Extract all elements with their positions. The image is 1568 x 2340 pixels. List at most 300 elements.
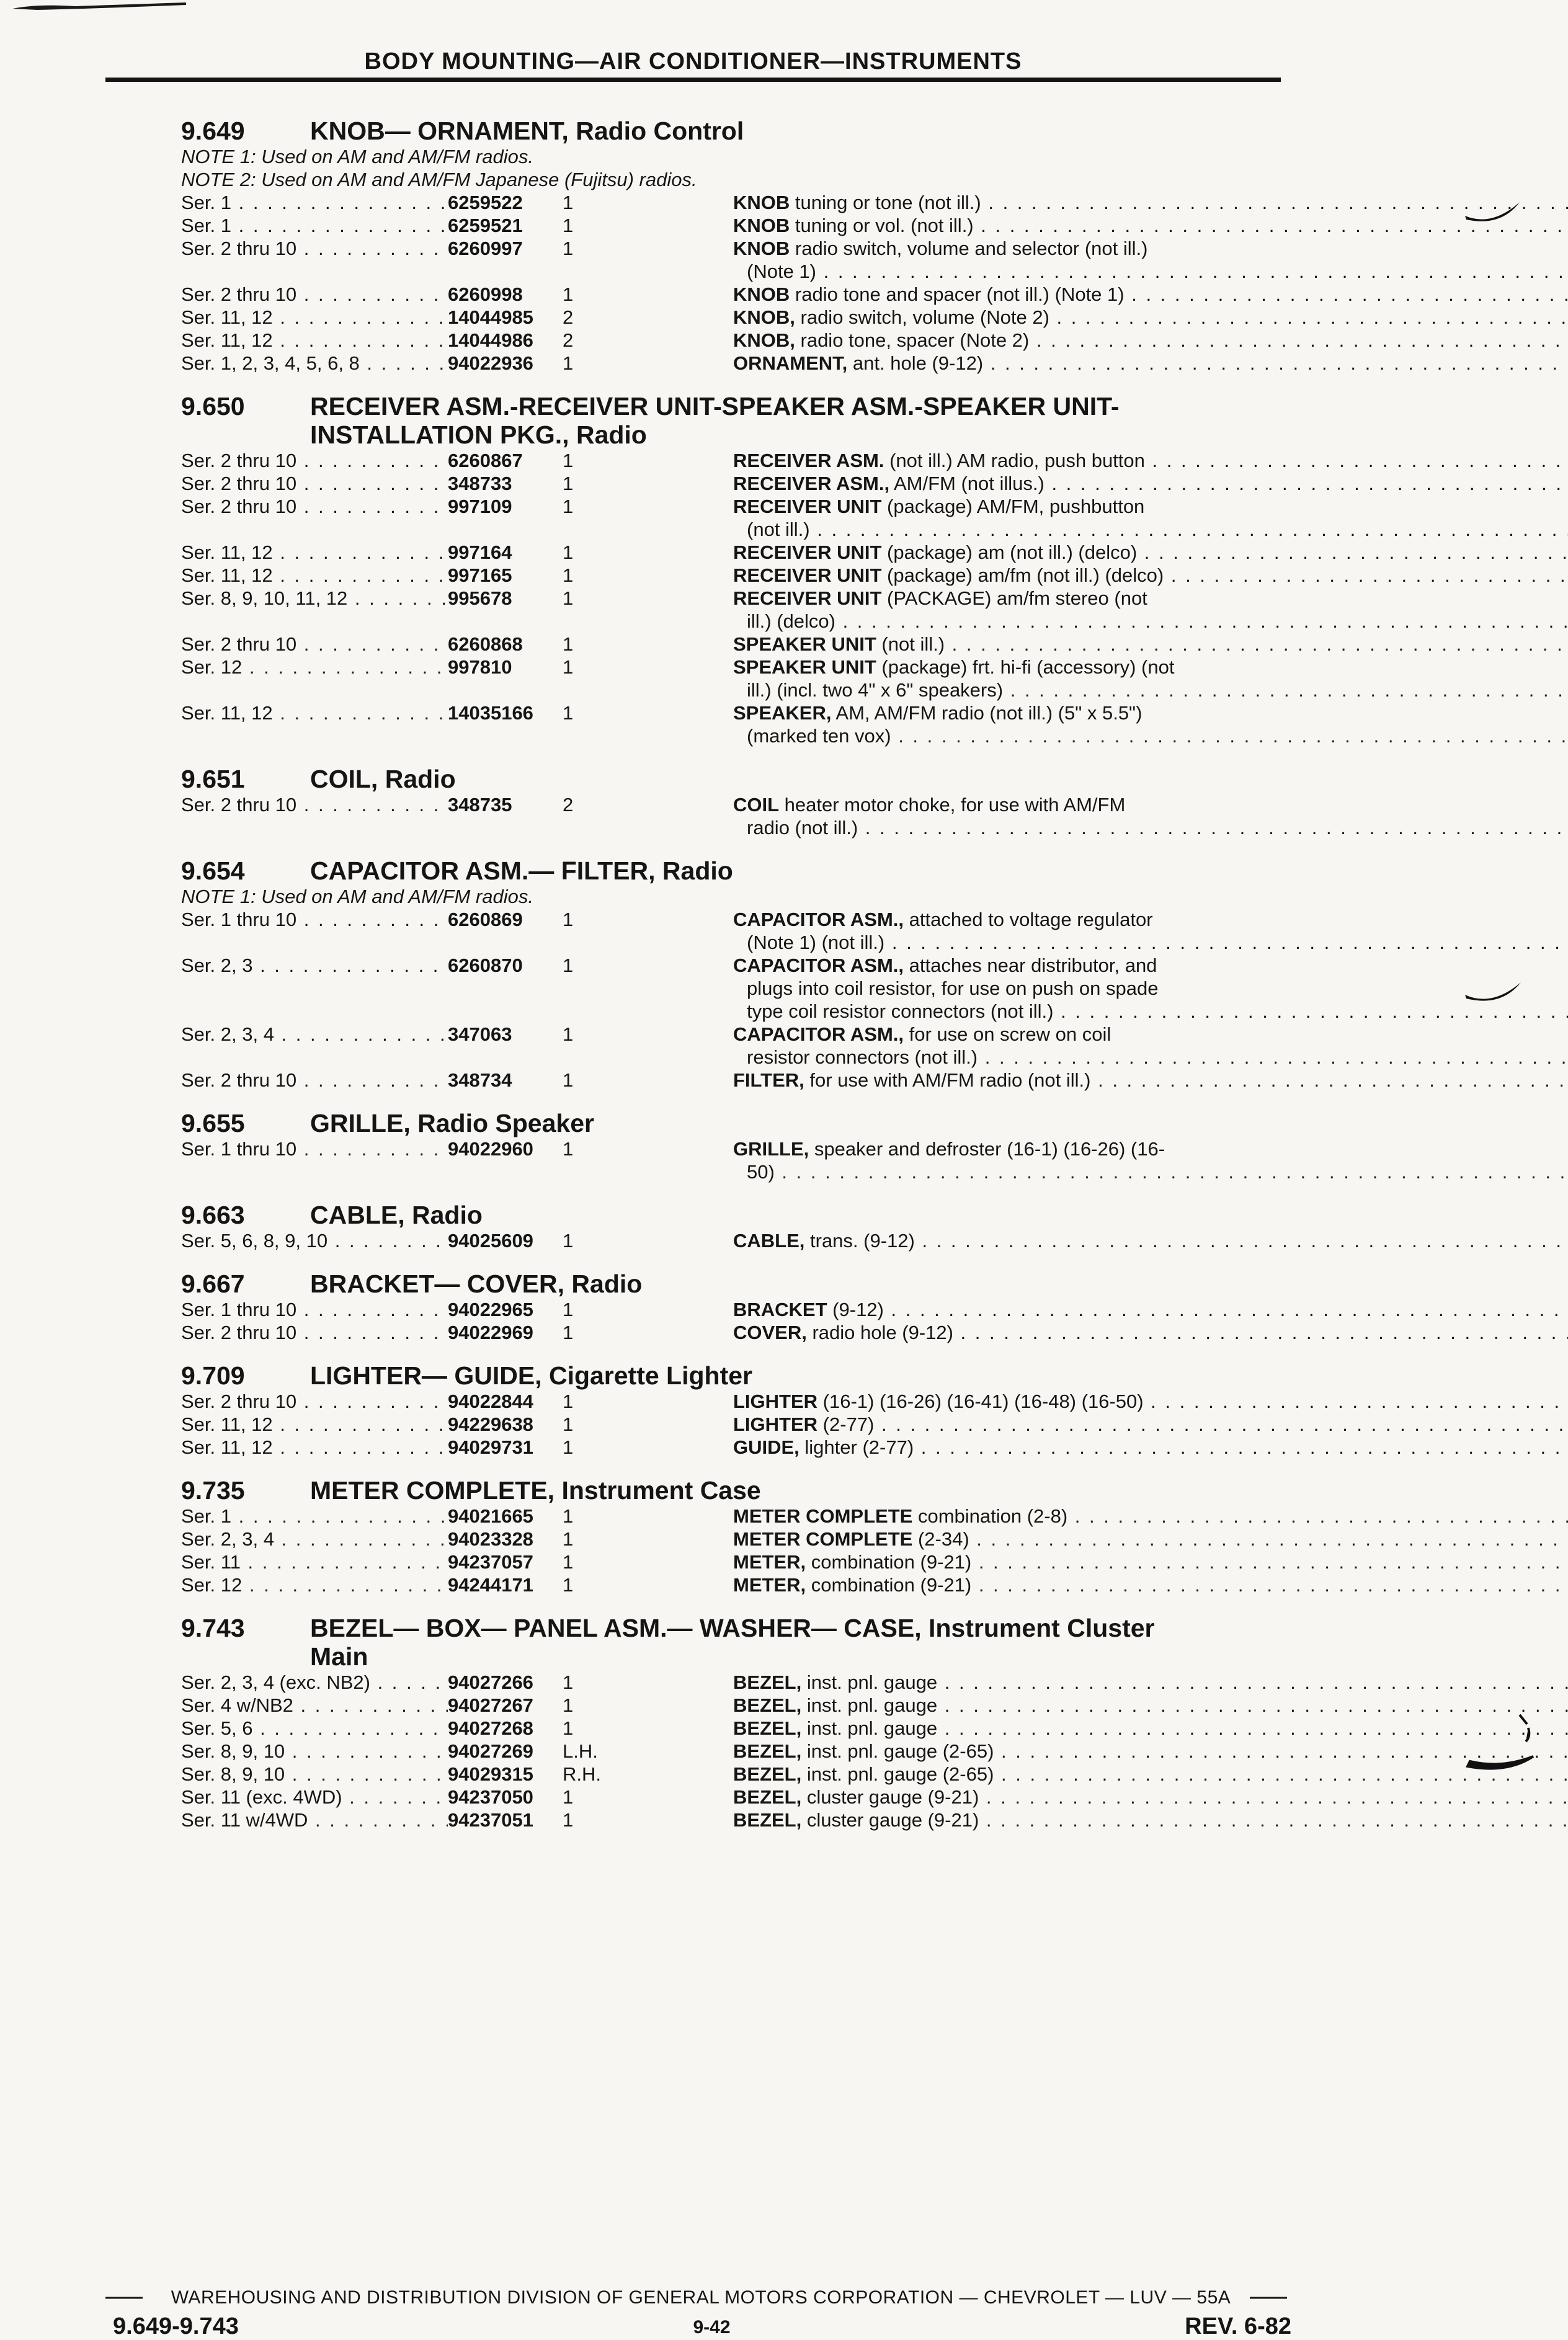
section-title [181, 856, 1279, 885]
description-text: (not ill.) [747, 518, 810, 540]
description-text: (Note 1) [747, 260, 816, 282]
part-number: 14044985 [448, 306, 533, 328]
footer-page-number: 9-42 [693, 2317, 731, 2338]
part-name: COVER, [733, 1322, 807, 1343]
section-name [310, 856, 1279, 885]
part-description [733, 1671, 1568, 1694]
section-gap [181, 1252, 1279, 1262]
part-name: GUIDE, [733, 1436, 800, 1458]
description-line [733, 1298, 1568, 1321]
description-line [733, 816, 1568, 839]
description-text: (PACKAGE) am/fm stereo (not [881, 587, 1147, 609]
part-name: CAPACITOR ASM., [733, 954, 904, 976]
part-number: 94027266 [448, 1671, 533, 1693]
part-number: 997164 [448, 541, 512, 563]
part-description [733, 1390, 1568, 1413]
description-text: radio hole (9-12) [806, 1322, 953, 1343]
part-description [733, 237, 1568, 283]
part-row [181, 306, 1279, 329]
section-name [310, 1614, 1279, 1671]
description-line [733, 306, 1568, 329]
part-number: 94022960 [448, 1138, 533, 1160]
description-text: (2-34) [912, 1528, 969, 1550]
description-line [733, 214, 1568, 237]
description-text: radio tone and spacer (not ill.) (Note 1) [790, 283, 1125, 305]
serial-applicability: Ser. 2 thru 10 . . . [181, 237, 448, 283]
part-name: KNOB [733, 283, 790, 305]
part-name: CAPACITOR ASM., [733, 909, 904, 930]
section-name [310, 1201, 1279, 1229]
section-gap [181, 1092, 1279, 1101]
section-name-text: CABLE, Radio [310, 1201, 483, 1229]
serial-applicability: Ser. 11, 12 . . . [181, 701, 448, 747]
quantity: 1 [563, 1505, 574, 1527]
part-description [733, 191, 1568, 214]
section-note: NOTE 2: Used on AM and AM/FM Japanese (Fujitsu) radios. [181, 169, 697, 190]
part-name: BEZEL, [733, 1740, 802, 1762]
part-row [181, 633, 1279, 656]
part-number: 94027268 [448, 1717, 533, 1739]
description-text: (16-1) (16-26) (16-41) (16-48) (16-50) [817, 1390, 1144, 1412]
description-line [733, 931, 1568, 954]
section-number: 9.649 [181, 117, 245, 145]
part-row [181, 587, 1279, 633]
description-text: radio switch, volume (Note 2) [795, 306, 1049, 328]
serial-applicability: Ser. 2, 3, 4 . . . [181, 1023, 448, 1069]
section-number: 9.667 [181, 1270, 245, 1298]
part-description [733, 1694, 1568, 1717]
part-name: KNOB, [733, 306, 795, 328]
serial-applicability: Ser. 12 . . . [181, 1573, 448, 1596]
part-number: 94237057 [448, 1551, 533, 1573]
serial-applicability: Ser. 2 thru 10 . . . [181, 633, 448, 656]
description-line [733, 1321, 1568, 1344]
quantity: 1 [563, 1069, 574, 1091]
part-number: 94244171 [448, 1574, 533, 1596]
part-name: SPEAKER UNIT [733, 656, 876, 678]
footer-revision: REV. 6-82 [1185, 2313, 1291, 2339]
part-name: COIL [733, 794, 780, 816]
description-text: combination (2-8) [912, 1505, 1068, 1527]
part-row [181, 701, 1279, 747]
part-name: GRILLE, [733, 1138, 809, 1160]
quantity: 1 [563, 564, 574, 586]
section-title [181, 1361, 1279, 1390]
quantity: 1 [563, 587, 574, 609]
quantity: 1 [563, 909, 574, 930]
part-number: 348735 [448, 794, 512, 816]
description-text: (package) am (not ill.) (delco) [881, 541, 1138, 563]
description-line [733, 1786, 1568, 1808]
description-line [733, 1671, 1568, 1694]
description-line [733, 1413, 1568, 1436]
description-line [733, 656, 1568, 678]
part-description [733, 306, 1568, 329]
serial-applicability: Ser. 11, 12 . . . [181, 541, 448, 564]
section-name-text: GRILLE, Radio Speaker [310, 1109, 594, 1137]
part-row [181, 656, 1279, 701]
section-name [310, 117, 1279, 145]
description-line [733, 1694, 1568, 1717]
quantity: 1 [563, 541, 574, 563]
description-line [733, 1000, 1568, 1023]
part-number: 997165 [448, 564, 512, 586]
part-name: METER, [733, 1551, 806, 1573]
part-description [733, 1808, 1568, 1831]
description-text: resistor connectors (not ill.) [747, 1046, 978, 1068]
quantity: 1 [563, 1023, 574, 1045]
description-line [733, 472, 1568, 495]
part-description [733, 1740, 1568, 1763]
description-line [733, 977, 1568, 1000]
serial-applicability: Ser. 1 thru 10 . . . [181, 1298, 448, 1321]
part-description [733, 1550, 1568, 1573]
description-text: radio tone, spacer (Note 2) [795, 329, 1030, 351]
section-title [181, 1476, 1279, 1505]
description-text: combination (9-21) [806, 1551, 972, 1573]
serial-applicability: Ser. 1 thru 10 . . . [181, 908, 448, 954]
description-line [733, 1160, 1568, 1183]
section-title [181, 1201, 1279, 1229]
section-name [310, 1476, 1279, 1505]
part-name: KNOB [733, 215, 790, 236]
part-name: METER COMPLETE [733, 1505, 913, 1527]
part-name: RECEIVER ASM. [733, 450, 884, 471]
serial-applicability: Ser. 1 . . . [181, 214, 448, 237]
quantity: L.H. [563, 1740, 598, 1762]
part-row [181, 1808, 1279, 1831]
part-description [733, 656, 1568, 701]
part-number: 995678 [448, 587, 512, 609]
part-row [181, 1550, 1279, 1573]
part-row [181, 329, 1279, 352]
section-name [310, 1109, 1279, 1137]
part-number: 6260867 [448, 450, 523, 471]
part-description [733, 1786, 1568, 1808]
part-description [733, 1528, 1568, 1550]
section-gap [181, 375, 1279, 385]
part-row [181, 1528, 1279, 1550]
part-description [733, 1436, 1568, 1459]
footer-range: 9.649-9.743 [113, 2313, 239, 2339]
part-description [733, 495, 1568, 541]
part-description [733, 1229, 1568, 1252]
description-text: radio switch, volume and selector (not ill.) [790, 238, 1148, 259]
part-name: KNOB, [733, 329, 795, 351]
section-title [181, 392, 1279, 449]
serial-applicability: Ser. 5, 6 . . . [181, 1717, 448, 1740]
section-gap [181, 747, 1279, 757]
part-number: 6260997 [448, 238, 523, 259]
part-description [733, 1413, 1568, 1436]
part-row [181, 237, 1279, 283]
section-number: 9.651 [181, 765, 245, 793]
description-text: inst. pnl. gauge [801, 1717, 938, 1739]
part-row [181, 283, 1279, 306]
section-number: 9.663 [181, 1201, 245, 1229]
description-line [733, 633, 1568, 656]
description-line [733, 1436, 1568, 1459]
part-row [181, 495, 1279, 541]
serial-applicability: Ser. 2 thru 10 . . . [181, 1069, 448, 1092]
part-row [181, 1786, 1279, 1808]
description-line [733, 191, 1568, 214]
section-note: NOTE 1: Used on AM and AM/FM radios. [181, 146, 533, 167]
part-name: BEZEL, [733, 1786, 802, 1808]
part-row [181, 541, 1279, 564]
part-description [733, 1137, 1568, 1183]
serial-applicability: Ser. 1, 2, 3, 4, 5, 6, 8 . . . [181, 352, 448, 375]
section-gap [181, 1459, 1279, 1469]
serial-applicability: Ser. 2, 3, 4 . . . [181, 1528, 448, 1550]
serial-applicability: Ser. 2, 3 . . . [181, 954, 448, 1023]
section-gap [181, 839, 1279, 849]
description-text: cluster gauge (9-21) [801, 1786, 979, 1808]
serial-applicability: Ser. 2 thru 10 . . . [181, 1321, 448, 1344]
part-number: 94022965 [448, 1299, 533, 1320]
serial-applicability: Ser. 11, 12 . . . [181, 329, 448, 352]
description-text: (9-12) [827, 1299, 884, 1320]
serial-applicability: Ser. 8, 9, 10 . . . [181, 1740, 448, 1763]
serial-applicability: Ser. 2 thru 10 . . . [181, 793, 448, 839]
serial-applicability: Ser. 8, 9, 10 . . . [181, 1763, 448, 1786]
scan-smudge-top-left [0, 0, 248, 25]
part-number: 6260998 [448, 283, 523, 305]
description-text: (not ill.) AM radio, push button [884, 450, 1145, 471]
catalog-section [181, 1109, 1279, 1183]
section-number: 9.655 [181, 1109, 245, 1137]
part-number: 348733 [448, 473, 512, 494]
quantity: 1 [563, 1299, 574, 1320]
quantity: 2 [563, 329, 574, 351]
description-text: 50) [747, 1161, 775, 1183]
description-line [733, 1505, 1568, 1528]
part-name: BEZEL, [733, 1694, 802, 1716]
quantity: 1 [563, 1694, 574, 1716]
part-row [181, 191, 1279, 214]
part-name: FILTER, [733, 1069, 804, 1091]
description-text: ill.) (incl. two 4" x 6" speakers) [747, 679, 1004, 701]
serial-applicability: Ser. 1 . . . [181, 191, 448, 214]
description-line [733, 1023, 1568, 1046]
description-line [733, 1390, 1568, 1413]
part-name: RECEIVER UNIT [733, 496, 882, 517]
quantity: 1 [563, 1717, 574, 1739]
description-line [733, 237, 1568, 260]
catalog-section [181, 1270, 1279, 1344]
description-line [733, 1528, 1568, 1550]
serial-applicability: Ser. 5, 6, 8, 9, 10 . . . [181, 1229, 448, 1252]
part-name: BEZEL, [733, 1809, 802, 1831]
part-name: RECEIVER UNIT [733, 564, 882, 586]
description-line [733, 908, 1568, 931]
part-description [733, 1069, 1568, 1092]
part-description [733, 633, 1568, 656]
description-line [733, 1763, 1568, 1786]
quantity: 1 [563, 192, 574, 213]
part-description [733, 1573, 1568, 1596]
part-number: 94027267 [448, 1694, 533, 1716]
part-description [733, 1763, 1568, 1786]
part-number: 94027269 [448, 1740, 533, 1762]
serial-applicability: Ser. 2, 3, 4 (exc. NB2) . . . [181, 1671, 448, 1694]
part-number: 94022969 [448, 1322, 533, 1343]
part-name: RECEIVER ASM., [733, 473, 890, 494]
part-number: 997810 [448, 656, 512, 678]
part-row [181, 1229, 1279, 1252]
part-description [733, 283, 1568, 306]
part-row [181, 449, 1279, 472]
description-text: tuning or vol. (not ill.) [790, 215, 974, 236]
description-text: ill.) (delco) [747, 610, 835, 632]
section-name-text: RECEIVER ASM.-RECEIVER UNIT-SPEAKER ASM.-SPEAKER UNIT- [310, 392, 1120, 420]
quantity: 1 [563, 656, 574, 678]
catalog-section [181, 1361, 1279, 1459]
page-header: BODY MOUNTING—AIR CONDITIONER—INSTRUMENTS [105, 48, 1281, 82]
quantity: 1 [563, 283, 574, 305]
section-gap [181, 1183, 1279, 1193]
part-name: KNOB [733, 238, 790, 259]
part-name: BEZEL, [733, 1717, 802, 1739]
serial-applicability: Ser. 1 thru 10 . . . [181, 1137, 448, 1183]
description-line [733, 1717, 1568, 1740]
serial-applicability: Ser. 4 w/NB2 . . . [181, 1694, 448, 1717]
description-line [733, 329, 1568, 352]
part-row [181, 352, 1279, 375]
part-number: 94237051 [448, 1809, 533, 1831]
part-row [181, 954, 1279, 1023]
serial-applicability: Ser. 2 thru 10 . . . [181, 1390, 448, 1413]
serial-applicability: Ser. 12 . . . [181, 656, 448, 701]
part-name: LIGHTER [733, 1390, 818, 1412]
part-row [181, 214, 1279, 237]
description-line [733, 1808, 1568, 1831]
part-name: RECEIVER UNIT [733, 587, 882, 609]
description-text: type coil resistor connectors (not ill.) [747, 1000, 1054, 1022]
part-number: 347063 [448, 1023, 512, 1045]
part-number: 14044986 [448, 329, 533, 351]
part-row [181, 1573, 1279, 1596]
quantity: 1 [563, 1413, 574, 1435]
part-name: SPEAKER, [733, 702, 832, 724]
part-name: BEZEL, [733, 1671, 802, 1693]
description-text: radio (not ill.) [747, 817, 858, 839]
part-name: LIGHTER [733, 1413, 818, 1435]
part-name: METER, [733, 1574, 806, 1596]
description-line [733, 352, 1568, 375]
description-line [733, 564, 1568, 587]
section-name-text-cont: INSTALLATION PKG., Radio [310, 420, 647, 449]
serial-applicability: Ser. 2 thru 10 . . . [181, 449, 448, 472]
quantity: 1 [563, 1390, 574, 1412]
quantity: 1 [563, 633, 574, 655]
serial-applicability: Ser. 11, 12 . . . [181, 1413, 448, 1436]
quantity: 2 [563, 794, 574, 816]
quantity: 1 [563, 1551, 574, 1573]
part-row [181, 1023, 1279, 1069]
section-name-text-cont: Main [310, 1642, 368, 1671]
section-number: 9.654 [181, 856, 245, 885]
part-number: 6260869 [448, 909, 523, 930]
quantity: 1 [563, 1322, 574, 1343]
part-number: 348734 [448, 1069, 512, 1091]
catalog-section [181, 1476, 1279, 1596]
part-number: 94237050 [448, 1786, 533, 1808]
part-row [181, 1694, 1279, 1717]
part-row [181, 1298, 1279, 1321]
part-description [733, 1298, 1568, 1321]
part-number: 94022936 [448, 352, 533, 374]
part-number: 94229638 [448, 1413, 533, 1435]
footer-bottom [113, 2313, 1291, 2340]
description-line [733, 1069, 1568, 1092]
serial-applicability: Ser. 11 . . . [181, 1550, 448, 1573]
quantity: 1 [563, 496, 574, 517]
description-text: (package) am/fm (not ill.) (delco) [881, 564, 1164, 586]
part-name: SPEAKER UNIT [733, 633, 876, 655]
part-name: CABLE, [733, 1230, 805, 1252]
part-description [733, 1321, 1568, 1344]
description-text: attached to voltage regulator [904, 909, 1153, 930]
section-name [310, 1270, 1279, 1298]
description-line [733, 1550, 1568, 1573]
description-text: trans. (9-12) [804, 1230, 915, 1252]
section-title [181, 1270, 1279, 1298]
part-row [181, 1740, 1279, 1763]
description-text: AM/FM (not illus.) [889, 473, 1045, 494]
part-number: 94023328 [448, 1528, 533, 1550]
description-text: attaches near distributor, and [904, 954, 1157, 976]
section-title [181, 765, 1279, 793]
section-name [310, 765, 1279, 793]
quantity: 2 [563, 306, 574, 328]
description-text: lighter (2-77) [799, 1436, 914, 1458]
description-line [733, 1573, 1568, 1596]
description-text: (marked ten vox) [747, 725, 891, 747]
description-line [733, 701, 1568, 724]
quantity: 1 [563, 1138, 574, 1160]
section-name-text: KNOB— ORNAMENT, Radio Control [310, 117, 744, 145]
part-description [733, 1023, 1568, 1069]
serial-applicability: Ser. 11 w/4WD . . . [181, 1808, 448, 1831]
serial-applicability: Ser. 11, 12 . . . [181, 1436, 448, 1459]
part-row [181, 1671, 1279, 1694]
description-line [733, 495, 1568, 518]
part-row [181, 1763, 1279, 1786]
section-name-text: LIGHTER— GUIDE, Cigarette Lighter [310, 1361, 752, 1390]
quantity: R.H. [563, 1763, 601, 1785]
section-gap [181, 1344, 1279, 1354]
section-note: NOTE 1: Used on AM and AM/FM radios. [181, 886, 533, 907]
description-line [733, 518, 1568, 541]
description-text: for use on screw on coil [904, 1023, 1111, 1045]
description-text: plugs into coil resistor, for use on push on spade [747, 977, 1159, 999]
serial-applicability: Ser. 2 thru 10 . . . [181, 495, 448, 541]
part-number: 6259522 [448, 192, 523, 213]
section-title [181, 1109, 1279, 1137]
catalog-section [181, 1614, 1279, 1831]
serial-applicability: Ser. 11 (exc. 4WD) . . . [181, 1786, 448, 1808]
part-number: 14035166 [448, 702, 533, 724]
quantity: 1 [563, 1809, 574, 1831]
quantity: 1 [563, 352, 574, 374]
catalog-section [181, 765, 1279, 839]
section-name-text: COIL, Radio [310, 765, 456, 793]
description-line [733, 1740, 1568, 1763]
part-number: 6260868 [448, 633, 523, 655]
section-number: 9.735 [181, 1476, 245, 1505]
section-number: 9.709 [181, 1361, 245, 1390]
